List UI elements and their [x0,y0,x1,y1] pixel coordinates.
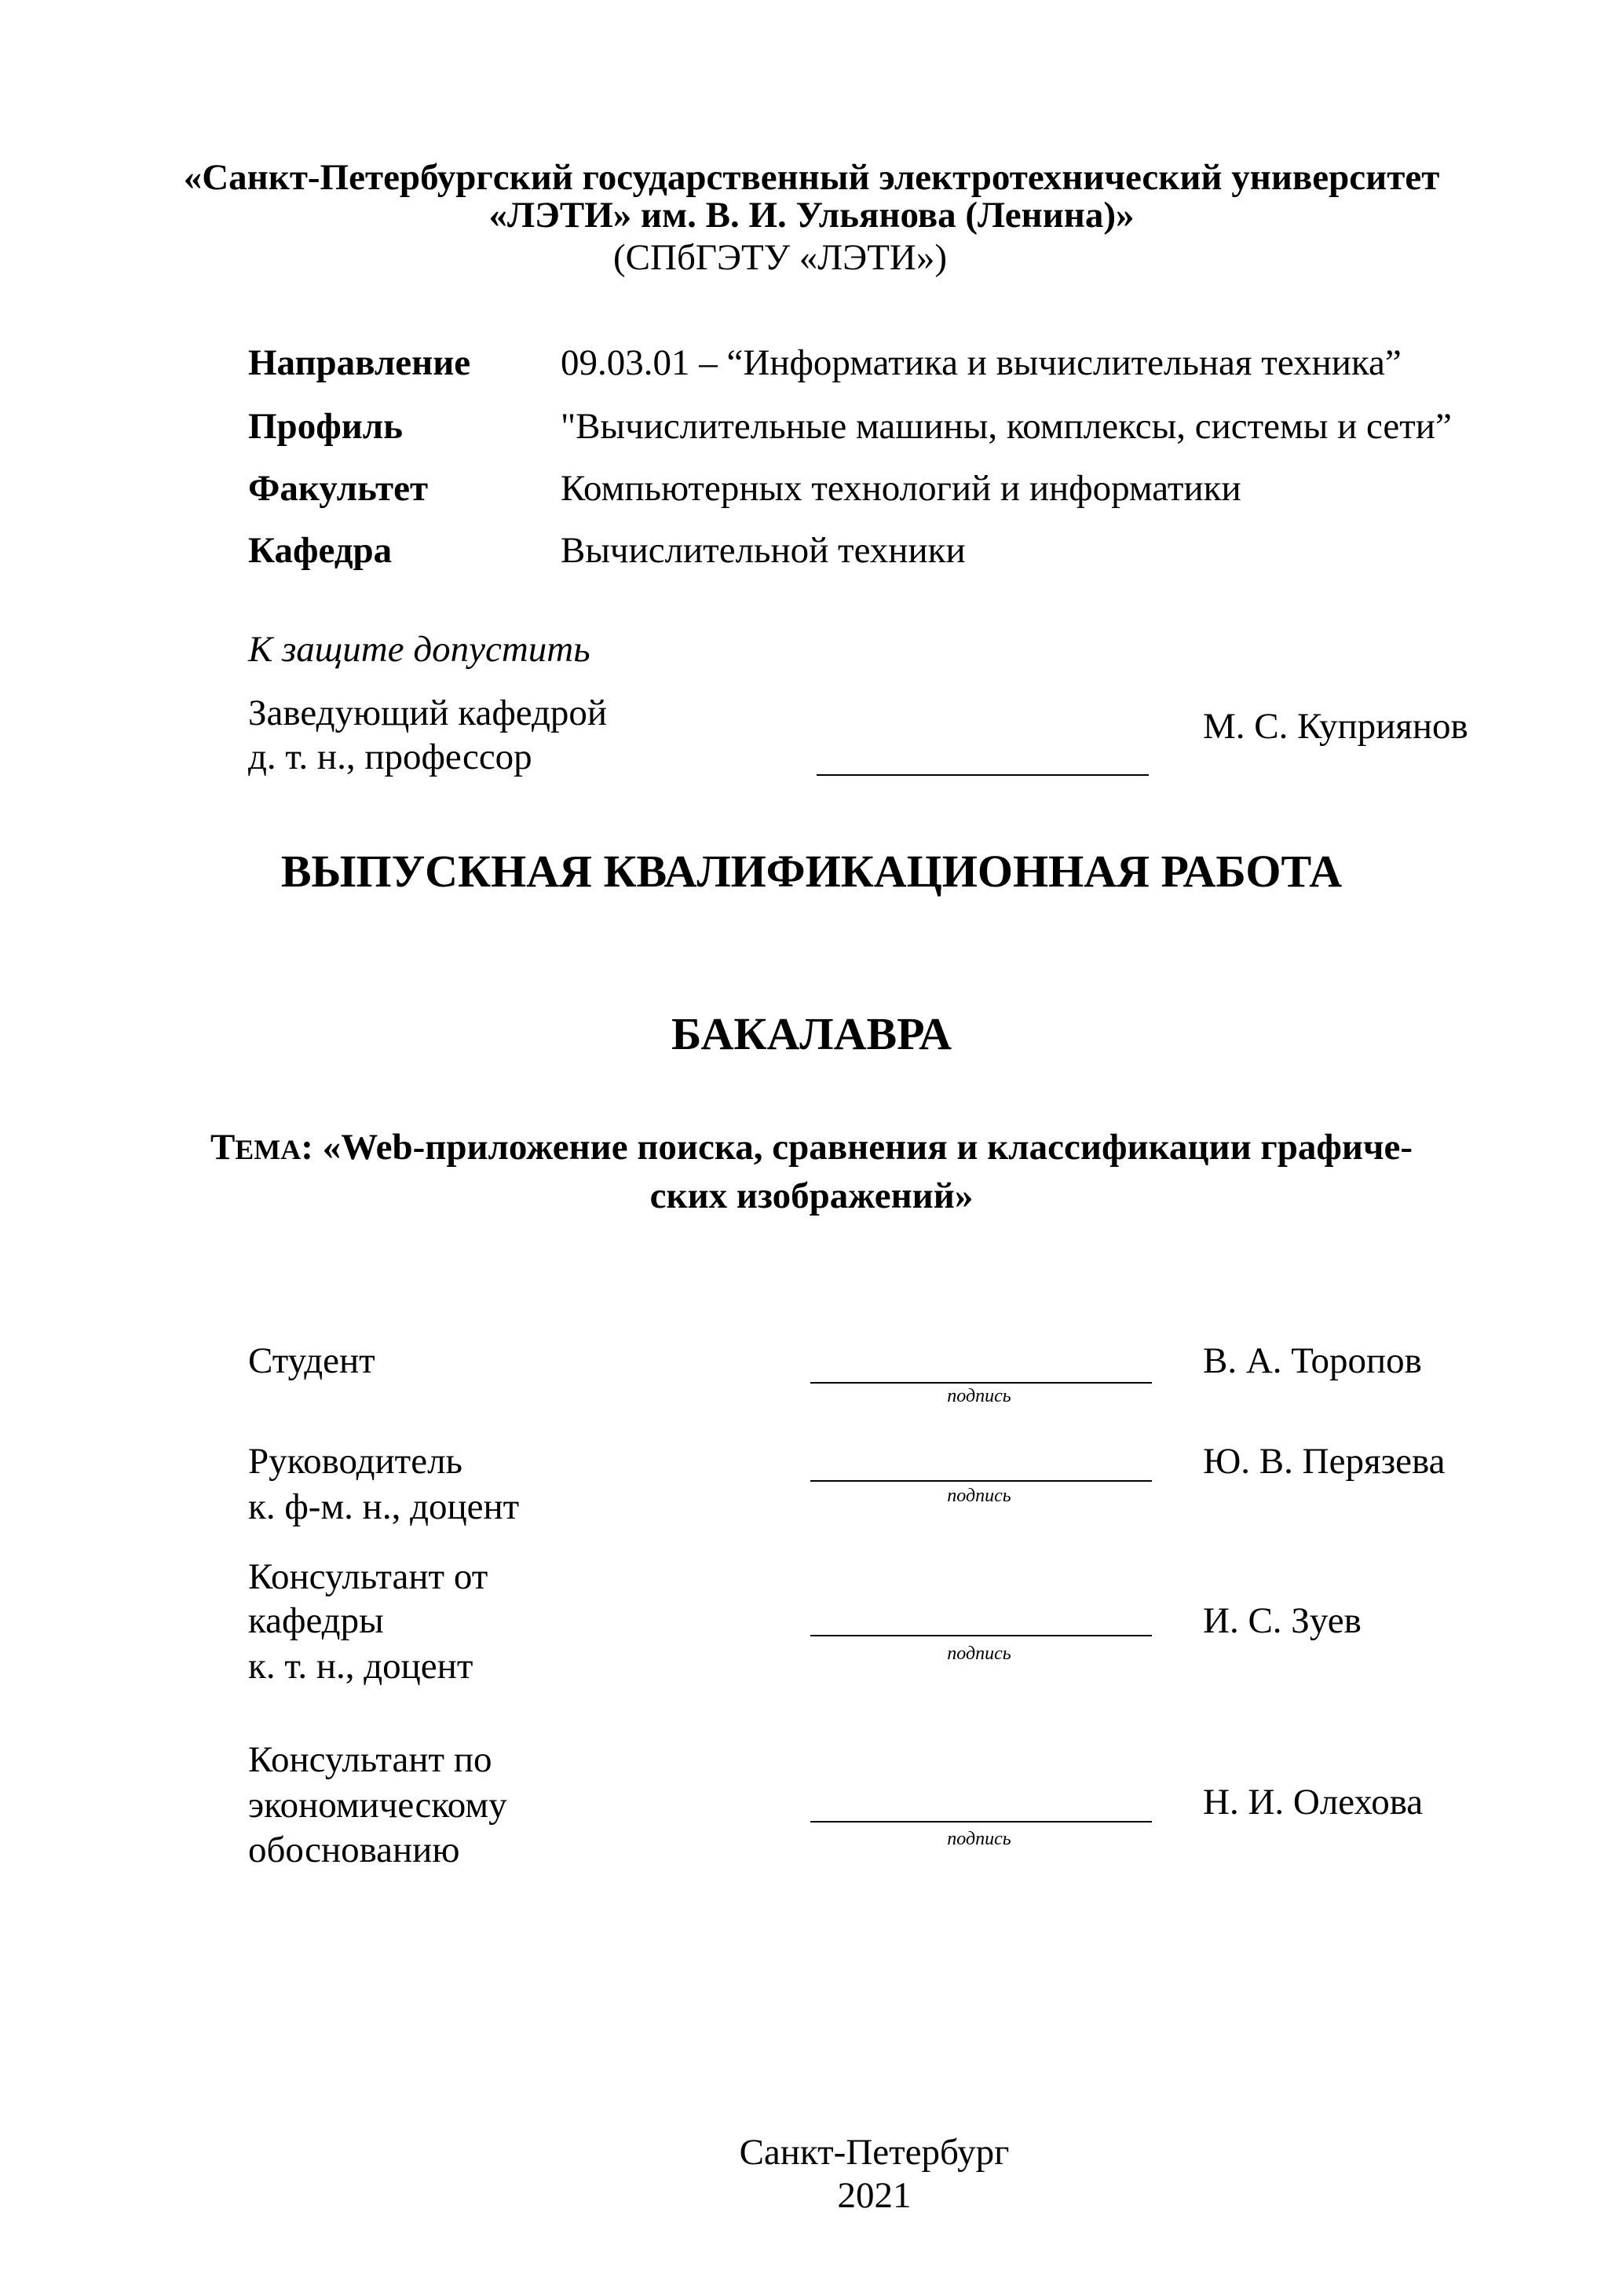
university-name-line2: «ЛЭТИ» им. В. И. Ульянова (Ленина)» [488,195,1135,236]
approval-role: Заведующий кафедрой [248,693,608,733]
signature-line-student [810,1382,1152,1384]
signatory-econ-consultant-role3: обоснованию [248,1830,460,1870]
footer-year: 2021 [837,2175,912,2216]
topic-line1 [0,1125,1623,1172]
topic-text-line1: : «Web-приложение поиска, сравнения и классификации графиче- [301,1127,1413,1168]
footer-city: Санкт-Петербург [739,2132,1010,2173]
signatory-student-name: В. А. Торопов [1203,1340,1422,1381]
signature-line-econ-consultant [810,1821,1152,1823]
university-abbreviation: (СПбГЭТУ «ЛЭТИ») [613,237,947,278]
info-value-faculty: Компьютерных технологий и информатики [561,468,1241,509]
signature-line-dept-consultant [810,1635,1152,1636]
signature-line-supervisor [810,1480,1152,1482]
info-value-direction: 09.03.01 – “Информатика и вычислительная техника” [561,342,1402,383]
signatory-econ-consultant-role2: экономическому [248,1785,507,1826]
info-label-direction: Направление [248,342,471,383]
signatory-dept-consultant-degree: к. т. н., доцент [248,1646,473,1687]
signatory-dept-consultant-role: Консультант от [248,1556,488,1597]
signatory-student-role: Студент [248,1340,375,1381]
info-value-profile: "Вычислительные машины, комплексы, системы и сети” [561,406,1452,447]
approval-degree: д. т. н., профессор [248,737,532,777]
topic-label-first: Т [210,1127,236,1168]
info-label-department: Кафедра [248,530,393,571]
topic-line2: ских изображений» [649,1175,974,1216]
info-label-profile: Профиль [248,406,404,447]
info-value-department: Вычислительной техники [561,530,966,571]
signatory-econ-consultant-name: Н. И. Олехова [1203,1782,1424,1823]
university-name-line1: «Санкт-Петербургский государственный электротехнический университет [183,157,1440,198]
document-title: ВЫПУСКНАЯ КВАЛИФИКАЦИОННАЯ РАБОТА [280,846,1343,897]
signatory-supervisor-role: Руководитель [248,1441,462,1482]
signatory-supervisor-degree: к. ф-м. н., доцент [248,1486,520,1527]
signature-caption: подпись [947,1486,1011,1506]
document-subtitle: БАКАЛАВРА [671,1008,952,1059]
signature-caption: подпись [947,1643,1011,1664]
signatory-dept-consultant-name: И. С. Зуев [1203,1600,1362,1641]
approval-name: М. С. Куприянов [1203,706,1468,747]
signature-caption: подпись [947,1829,1011,1849]
signatory-dept-consultant-role2: кафедры [248,1600,384,1641]
approval-signature-line [817,774,1149,776]
signature-caption: подпись [947,1386,1011,1406]
signatory-supervisor-name: Ю. В. Перязева [1203,1441,1446,1482]
signatory-econ-consultant-role: Консультант по [248,1739,492,1780]
info-label-faculty: Факультет [248,468,429,509]
topic-label-rest: ЕМА [235,1134,302,1165]
approval-heading: К защите допустить [248,629,590,670]
